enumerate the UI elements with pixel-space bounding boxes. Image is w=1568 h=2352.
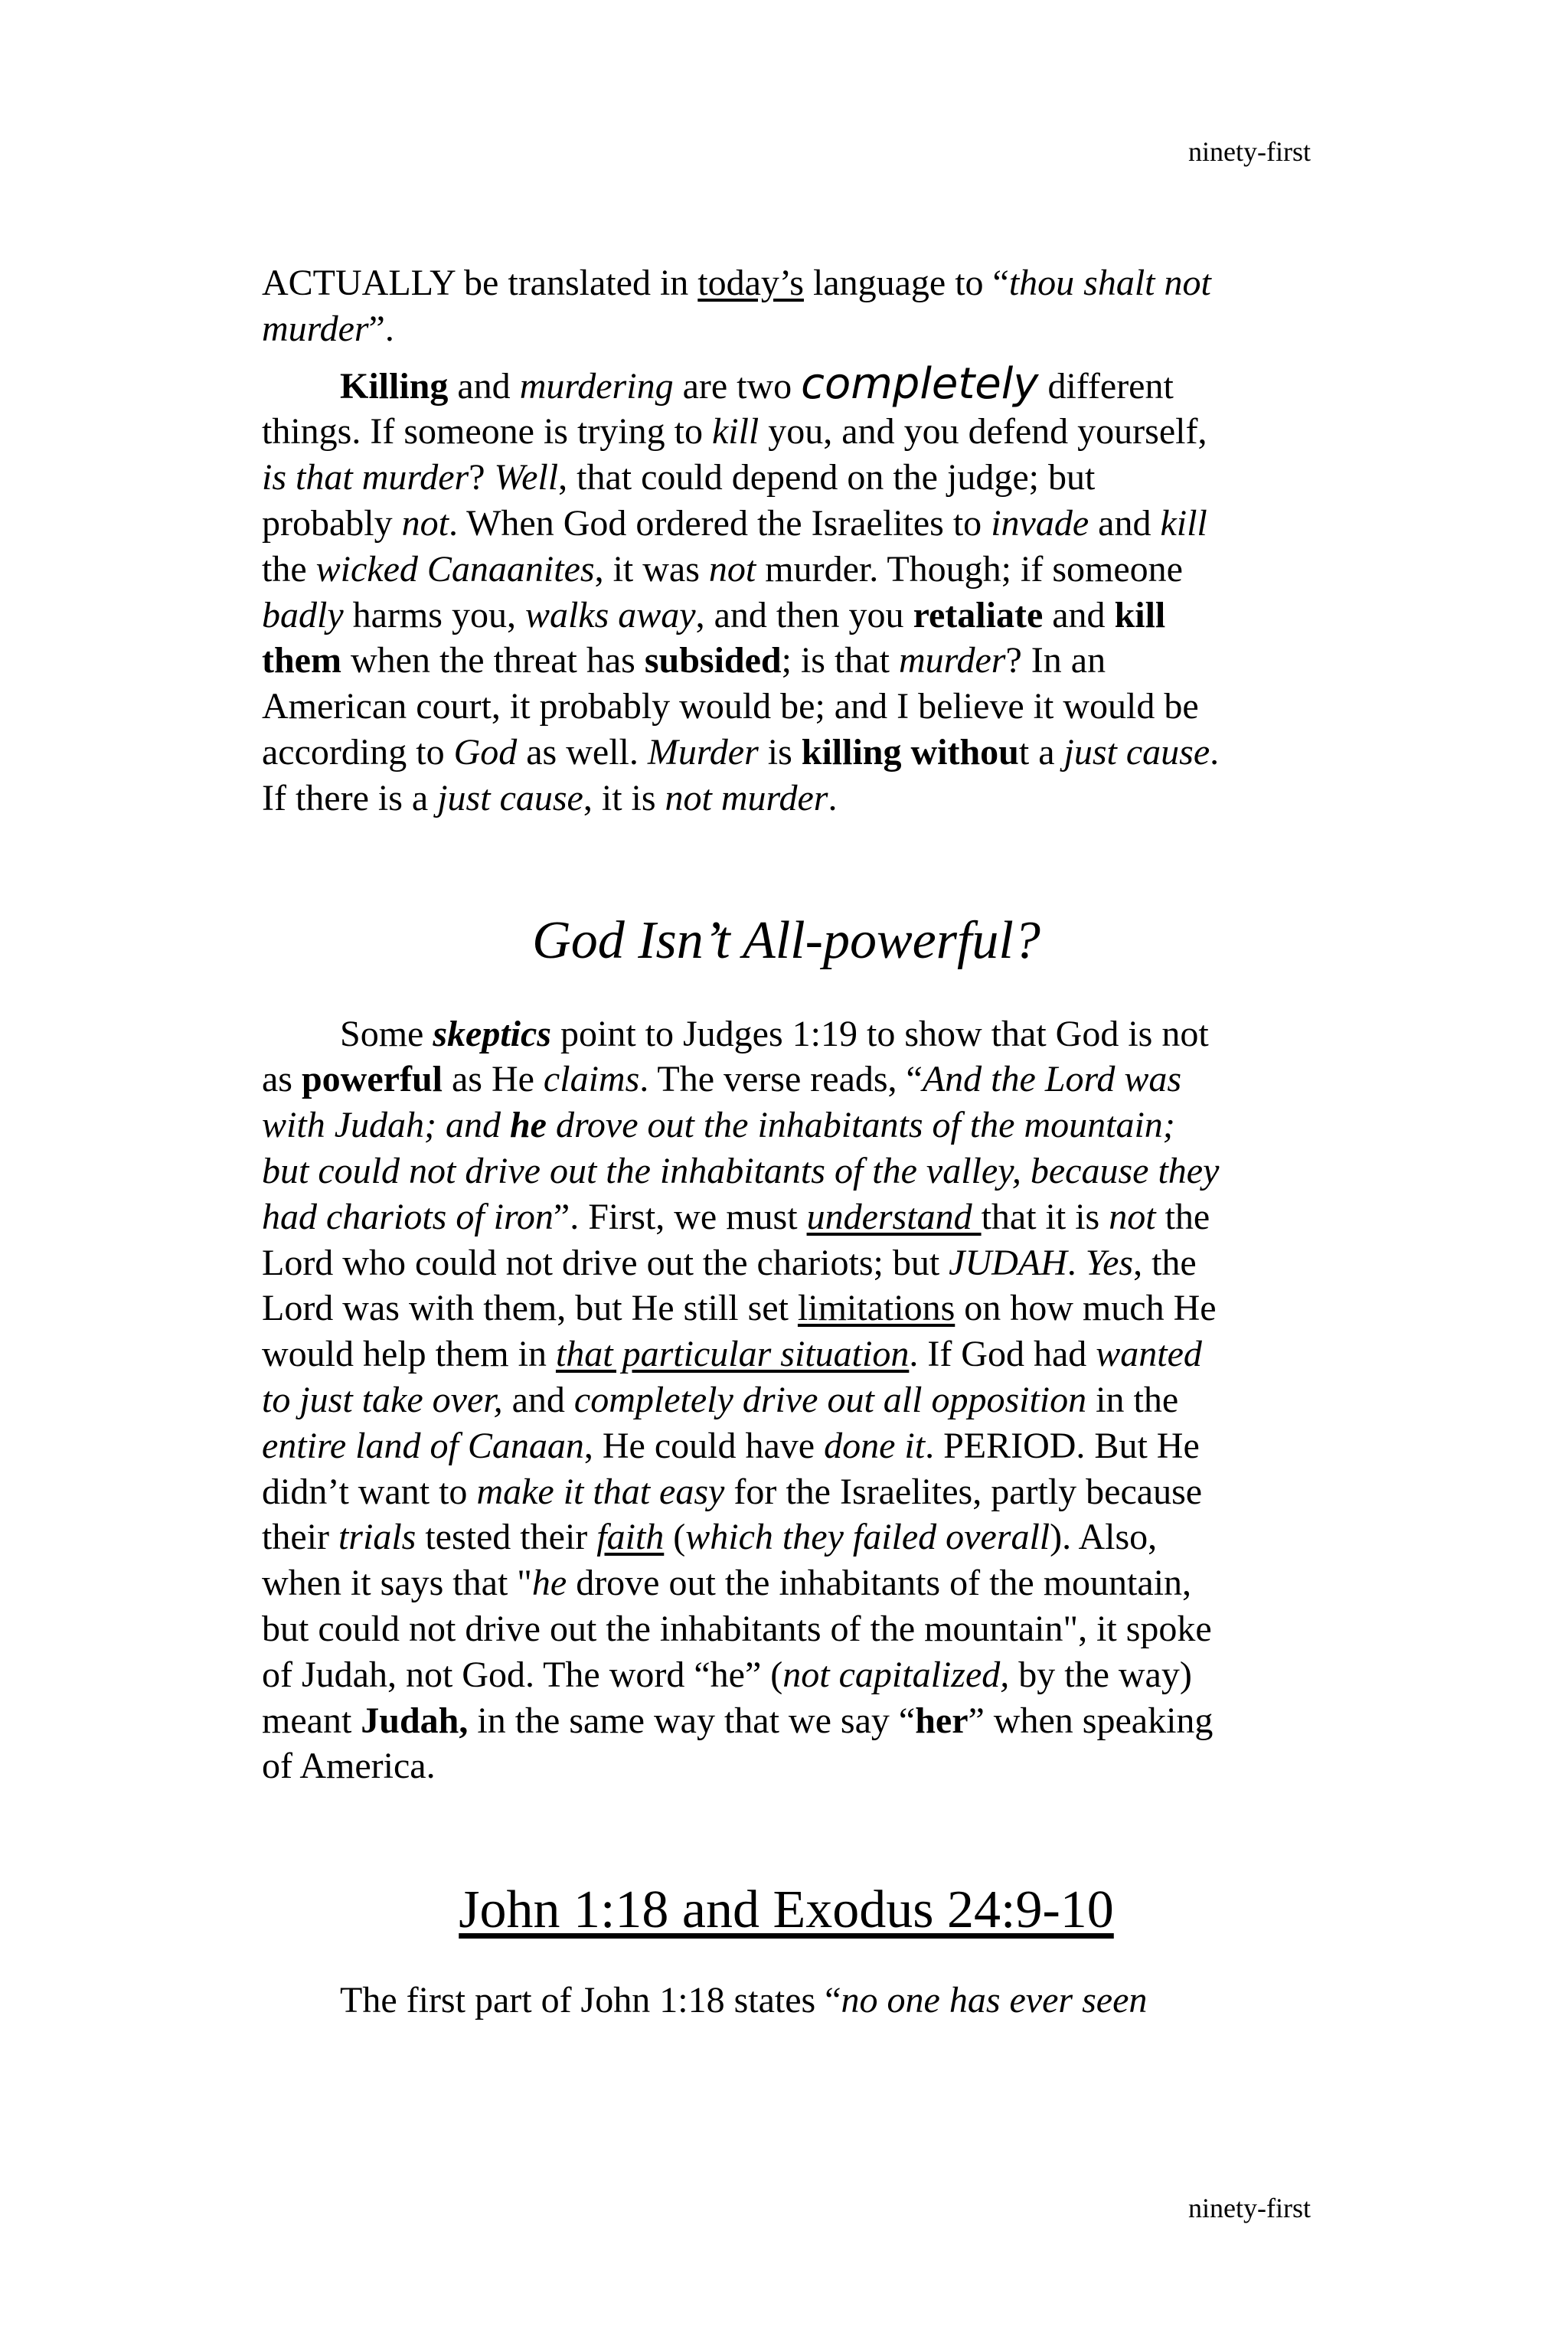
text-run: . PERIOD. But He: [925, 1425, 1200, 1466]
text-run: as He: [442, 1059, 544, 1100]
text-run: not: [708, 548, 756, 590]
text-line: [262, 593, 1311, 639]
text-run: when it says that ": [262, 1563, 532, 1604]
text-run: , that could depend on the judge; but: [558, 457, 1096, 498]
text-run: American court, it probably would be; and I believe it would be: [262, 686, 1199, 727]
text-run: make it that easy: [476, 1471, 725, 1512]
text-run: not: [401, 502, 449, 544]
text-run: meant: [262, 1700, 361, 1741]
text-run: not murder: [665, 777, 828, 818]
text-run: Judah,: [361, 1700, 469, 1741]
text-run: ; is that: [781, 640, 899, 681]
text-run: no one has ever seen: [841, 1980, 1148, 2021]
text-run: would help them in: [262, 1334, 556, 1375]
text-run: harms you,: [343, 594, 525, 635]
text-line: [262, 501, 1311, 547]
text-run: for the Israelites, partly because: [724, 1471, 1203, 1512]
text-run: entire land of Canaan: [262, 1425, 584, 1466]
text-run: claims: [543, 1059, 640, 1100]
text-run: today’s: [697, 263, 804, 303]
text-run: ” when speaking: [968, 1700, 1214, 1741]
text-run: not capitalized,: [782, 1654, 1010, 1695]
text-run: , and then you: [695, 594, 913, 635]
text-run: If there is a: [262, 777, 438, 818]
text-run: ”.: [368, 308, 394, 349]
paragraph: [262, 1978, 1311, 2024]
text-run: but could not drive out the inhabitants of the valley, because they: [262, 1150, 1220, 1191]
text-run: And the Lord was: [922, 1059, 1182, 1100]
text-line: [262, 1102, 1311, 1148]
text-line: [262, 1377, 1311, 1423]
text-run: according to: [262, 731, 454, 773]
text-run: skeptics: [433, 1013, 551, 1054]
text-line: [262, 1652, 1311, 1698]
text-run: things. If someone is trying to: [262, 411, 712, 452]
text-run: ). Also,: [1050, 1517, 1158, 1558]
text-run: walks away: [524, 594, 696, 635]
text-run: Some: [340, 1013, 433, 1054]
text-line: [262, 1514, 1311, 1560]
text-line: [262, 1057, 1311, 1102]
text-run: on how much He: [955, 1288, 1217, 1329]
text-run: limitations: [797, 1288, 956, 1329]
text-run: Killing: [340, 365, 449, 407]
text-run: Well: [494, 457, 559, 498]
text-run: wanted: [1096, 1334, 1202, 1375]
text-run: ? In an: [1005, 640, 1106, 681]
text-line: [262, 684, 1311, 730]
text-run: trials: [338, 1517, 416, 1558]
text-run: murder. Though; if someone: [756, 548, 1183, 590]
text-run: just cause: [437, 777, 583, 818]
text-run: Lord was with them, but He still set: [262, 1288, 798, 1329]
text-run: t a: [1018, 731, 1064, 773]
text-run: that it is: [981, 1196, 1109, 1237]
text-run: completely: [801, 358, 1039, 409]
text-run: with Judah; and: [262, 1105, 510, 1146]
text-run: The first part of John 1:18 states “: [340, 1980, 841, 2021]
text-run: Lord who could not drive out the chariots; but: [262, 1242, 949, 1283]
text-run: ?: [469, 457, 495, 498]
text-line: [262, 409, 1311, 455]
text-run: kill: [711, 411, 760, 452]
text-line: [262, 1148, 1311, 1194]
paragraph: [262, 358, 1311, 822]
text-line: [262, 358, 1311, 410]
section-heading: God Isn’t All-powerful?: [532, 910, 1040, 970]
running-head-bottom: ninety-first: [1188, 2193, 1311, 2223]
text-run: not: [1109, 1196, 1156, 1237]
text-run: retaliate: [913, 594, 1044, 635]
text-line: [262, 1698, 1311, 1744]
text-line: [262, 455, 1311, 501]
text-run: murder: [262, 308, 369, 349]
text-run: (: [664, 1517, 686, 1558]
text-run: them: [262, 640, 341, 681]
text-run: the: [262, 548, 316, 590]
text-run: invade: [991, 502, 1089, 544]
text-run: Yes: [1085, 1242, 1134, 1283]
text-line: [262, 306, 1311, 352]
text-run: wicked Canaanites: [315, 548, 595, 590]
text-line: [262, 776, 1311, 822]
text-run: . When God ordered the Israelites to: [448, 502, 991, 544]
text-run: had chariots of iron: [262, 1196, 554, 1237]
text-run: Murder: [647, 731, 759, 773]
text-line: [262, 1011, 1311, 1057]
text-run: of Judah, not God. The word “he” (: [262, 1654, 783, 1695]
text-line: [262, 1743, 1311, 1789]
text-line: [262, 1331, 1311, 1377]
text-line: [262, 1285, 1311, 1331]
text-line: [262, 1560, 1311, 1606]
text-run: understand: [806, 1196, 982, 1237]
text-run: he: [531, 1563, 567, 1604]
text-run: .: [1210, 731, 1220, 773]
text-run: . The verse reads, “: [639, 1059, 923, 1100]
text-line: [262, 1423, 1311, 1469]
text-run: faith: [596, 1517, 665, 1558]
text-line: [262, 730, 1311, 776]
text-run: drove out the inhabitants of the mountain;: [546, 1105, 1175, 1146]
text-run: and: [1089, 502, 1161, 544]
text-run: her: [915, 1700, 969, 1741]
text-run: are two: [673, 365, 802, 407]
text-line: [262, 1194, 1311, 1240]
text-run: murder: [898, 640, 1006, 681]
text-run: different: [1038, 365, 1174, 407]
text-run: point to Judges 1:19 to show that God is not: [550, 1013, 1209, 1054]
text-run: ”. First, we must: [553, 1196, 807, 1237]
text-run: you, and you defend yourself,: [759, 411, 1207, 452]
text-run: is that murder: [262, 457, 469, 498]
text-run: but could not drive out the inhabitants of the mountain", it spoke: [262, 1608, 1212, 1649]
text-run: drove out the inhabitants of the mountain,: [567, 1563, 1192, 1604]
text-run: of America.: [262, 1746, 436, 1787]
text-run: their: [262, 1517, 338, 1558]
text-run: , the: [1133, 1242, 1197, 1283]
text-run: that particular situation: [555, 1334, 910, 1375]
text-run: didn’t want to: [262, 1471, 477, 1512]
page-body: [262, 260, 1311, 2024]
text-line: [262, 1978, 1311, 2024]
text-run: as well.: [517, 731, 648, 773]
text-run: .: [828, 777, 838, 818]
text-run: done it: [824, 1425, 926, 1466]
text-run: is: [758, 731, 802, 773]
text-run: thou shalt not: [1008, 263, 1211, 303]
text-run: kill: [1160, 502, 1207, 544]
text-line: [262, 638, 1311, 684]
text-run: powerful: [301, 1059, 443, 1100]
text-run: kill: [1114, 594, 1166, 635]
text-run: JUDAH: [949, 1242, 1067, 1283]
section-heading: John 1:18 and Exodus 24:9-10: [459, 1880, 1114, 1940]
text-run: just cause: [1063, 731, 1210, 773]
text-run: the: [1155, 1196, 1210, 1237]
text-run: killing withou: [801, 731, 1019, 773]
text-run: to just take over,: [262, 1379, 503, 1420]
text-run: , it is: [583, 777, 665, 818]
paragraph: [262, 260, 1311, 352]
text-run: probably: [262, 502, 402, 544]
text-run: . If God had: [909, 1334, 1096, 1375]
text-run: and: [448, 365, 520, 407]
text-run: completely drive out all opposition: [573, 1379, 1087, 1420]
text-run: by the way): [1009, 1654, 1192, 1695]
text-line: [262, 1240, 1311, 1286]
text-run: which they failed overall: [685, 1517, 1050, 1558]
running-head-top: ninety-first: [1188, 136, 1311, 167]
text-run: badly: [262, 594, 344, 635]
text-run: God: [453, 731, 518, 773]
text-line: [262, 1469, 1311, 1515]
text-run: when the threat has: [341, 640, 645, 681]
text-run: murdering: [519, 365, 674, 407]
text-run: he: [509, 1105, 547, 1146]
text-run: subsided: [644, 640, 782, 681]
text-run: and: [502, 1379, 574, 1420]
text-run: in the same way that we say “: [468, 1700, 916, 1741]
text-line: [262, 1606, 1311, 1652]
text-run: as: [262, 1059, 302, 1100]
text-run: .: [1067, 1242, 1086, 1283]
text-run: ACTUALLY be translated in: [262, 263, 698, 303]
text-run: and: [1043, 594, 1115, 635]
paragraph: [262, 1011, 1311, 1790]
text-run: in the: [1086, 1379, 1179, 1420]
text-line: [262, 260, 1311, 306]
text-line: [262, 547, 1311, 593]
text-run: tested their: [416, 1517, 597, 1558]
text-run: , He could have: [583, 1425, 825, 1466]
text-run: language to “: [803, 263, 1009, 303]
text-run: , it was: [594, 548, 709, 590]
